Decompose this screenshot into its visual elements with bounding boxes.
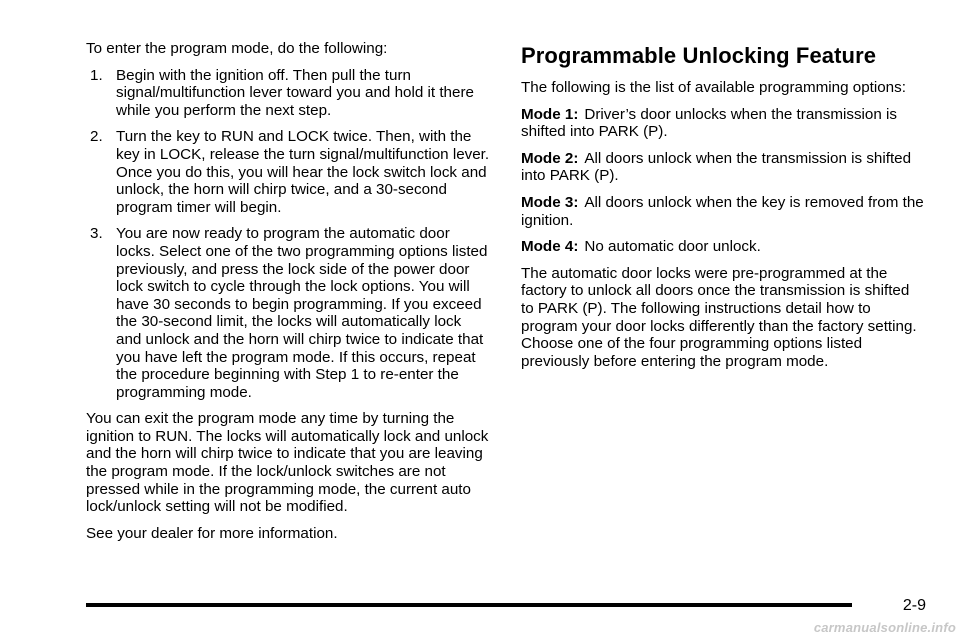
page-number: 2-9 — [902, 597, 926, 614]
step-number: 2. — [90, 128, 103, 146]
mode-item — [521, 150, 925, 185]
program-mode-intro: To enter the program mode, do the following: — [86, 40, 388, 57]
mode-text: All doors unlock when the key is removed from the ignition. — [521, 193, 924, 229]
exit-program-mode-paragraph: You can exit the program mode any time by turning the ignition to RUN. The locks will automatically lock and unlock and the horn will chirp twice to indicate that you are leaving the program mode. If the lock/unlock switches are not pressed while in the programming mode, the current auto lock/unlock setting will not be modified. — [86, 410, 489, 516]
mode-label: Mode 2: — [521, 149, 579, 167]
mode-label: Mode 3: — [521, 193, 579, 211]
step-text: Turn the key to RUN and LOCK twice. Then, with the key in LOCK, release the turn signal/multifunction lever. Once you do this, you will hear the lock switch lock and unlock, the horn will chirp twice, and a 30-second program timer will begin. — [116, 128, 490, 216]
program-steps-list — [86, 67, 490, 402]
list-item — [86, 67, 490, 120]
options-intro: The following is the list of available programming options: — [521, 79, 906, 96]
step-text: Begin with the ignition off. Then pull the turn signal/multifunction lever toward you and hold it there while you perform the next step. — [116, 66, 474, 119]
closing-paragraph: The automatic door locks were pre-programmed at the factory to unlock all doors once the transmission is shifted to PARK (P). The following instructions detail how to program your door locks differently than the factory setting. Choose one of the four programming options listed previously before entering the program mode. — [521, 264, 917, 370]
watermark: carmanualsonline.info — [813, 620, 956, 635]
mode-text: All doors unlock when the transmission is shifted into PARK (P). — [521, 149, 912, 185]
list-item — [86, 128, 490, 216]
step-number: 1. — [90, 66, 103, 84]
mode-item — [521, 106, 925, 141]
right-column — [521, 40, 925, 379]
mode-label: Mode 4: — [521, 238, 579, 256]
section-heading: Programmable Unlocking Feature — [521, 43, 877, 68]
step-number: 3. — [90, 225, 103, 243]
mode-item — [521, 194, 925, 229]
mode-text: No automatic door unlock. — [584, 238, 761, 256]
left-column — [86, 40, 490, 551]
mode-label: Mode 1: — [521, 105, 579, 123]
list-item — [86, 225, 490, 401]
mode-item — [521, 238, 925, 256]
dealer-info-paragraph: See your dealer for more information. — [86, 524, 338, 542]
mode-text: Driver’s door unlocks when the transmission is shifted into PARK (P). — [521, 105, 897, 141]
step-text: You are now ready to program the automatic door locks. Select one of the two programming options listed previously, and press the lock side of the power door lock switch to cycle through the lock options. You will have 30 seconds to begin programming. If you exceed the 30-second limit, the locks will automatically lock and unlock and the horn will chirp twice to indicate that you have left the program mode. If this occurs, repeat the procedure beginning with Step 1 to re-enter the programming mode. — [116, 225, 488, 401]
footer-rule — [86, 603, 852, 607]
